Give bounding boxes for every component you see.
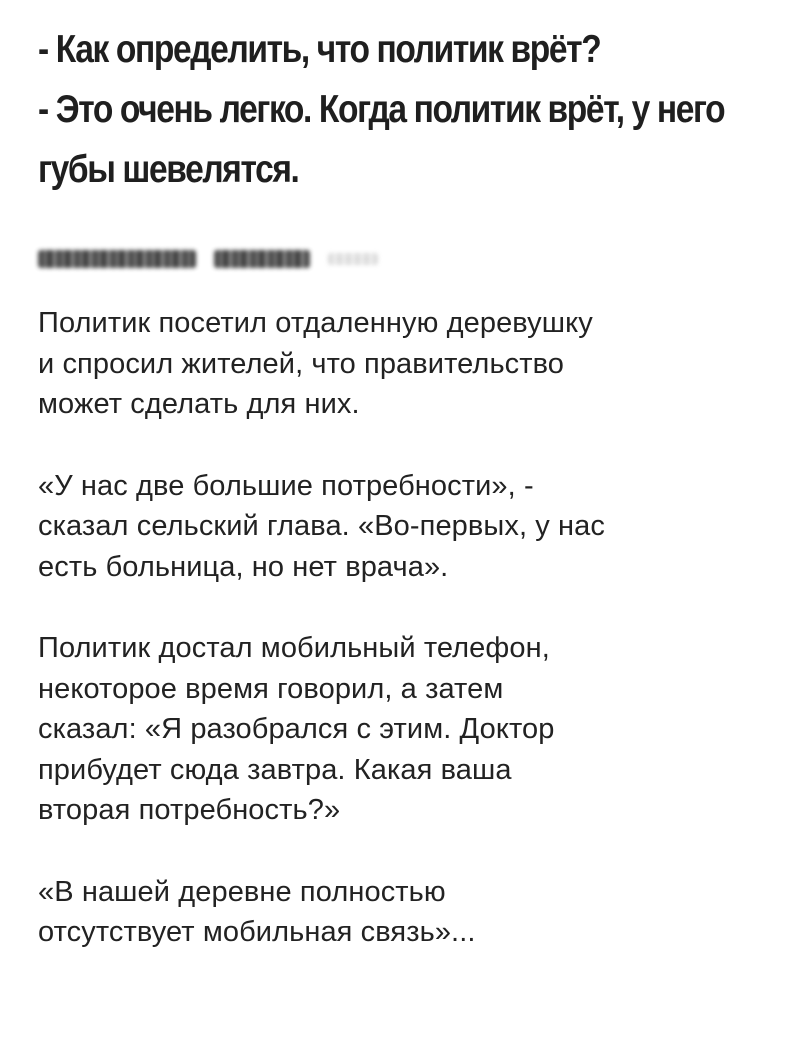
- story-line: и спросил жителей, что правительство: [38, 347, 565, 380]
- story-paragraph: [38, 466, 778, 588]
- blurred-meta-part: [328, 253, 378, 265]
- joke-line: - Как определить, что политик врёт?: [38, 28, 601, 71]
- joke-header: [38, 20, 768, 200]
- story-line: сказал: «Я разобрался с этим. Доктор: [38, 713, 555, 745]
- story-line: некоторое время говорил, а затем: [38, 672, 504, 705]
- story-line: Политик достал мобильный телефон,: [38, 632, 550, 664]
- story-text: [38, 303, 778, 994]
- story-line: «В нашей деревне полностью: [38, 875, 446, 908]
- story-paragraph: [38, 872, 778, 953]
- story-line: есть больница, но нет врача».: [38, 550, 449, 583]
- story-line: может сделать для них.: [38, 388, 360, 420]
- story-line: сказал сельский глава. «Во-первых, у нас: [38, 510, 605, 542]
- blurred-name-part: [38, 250, 196, 268]
- story-line: отсутствует мобильная связь»...: [38, 916, 476, 948]
- joke-line: - Это очень легко. Когда политик врёт, у него: [38, 88, 725, 131]
- story-line: «У нас две большие потребности», -: [38, 469, 534, 502]
- joke-line: губы шевелятся.: [38, 148, 299, 191]
- story-line: вторая потребность?»: [38, 794, 341, 826]
- story-line: прибудет сюда завтра. Какая ваша: [38, 753, 512, 786]
- story-paragraph: [38, 628, 778, 831]
- blurred-author-name: [38, 246, 378, 272]
- story-paragraph: [38, 303, 778, 425]
- blurred-name-part: [214, 250, 310, 268]
- story-line: Политик посетил отдаленную деревушку: [38, 307, 593, 339]
